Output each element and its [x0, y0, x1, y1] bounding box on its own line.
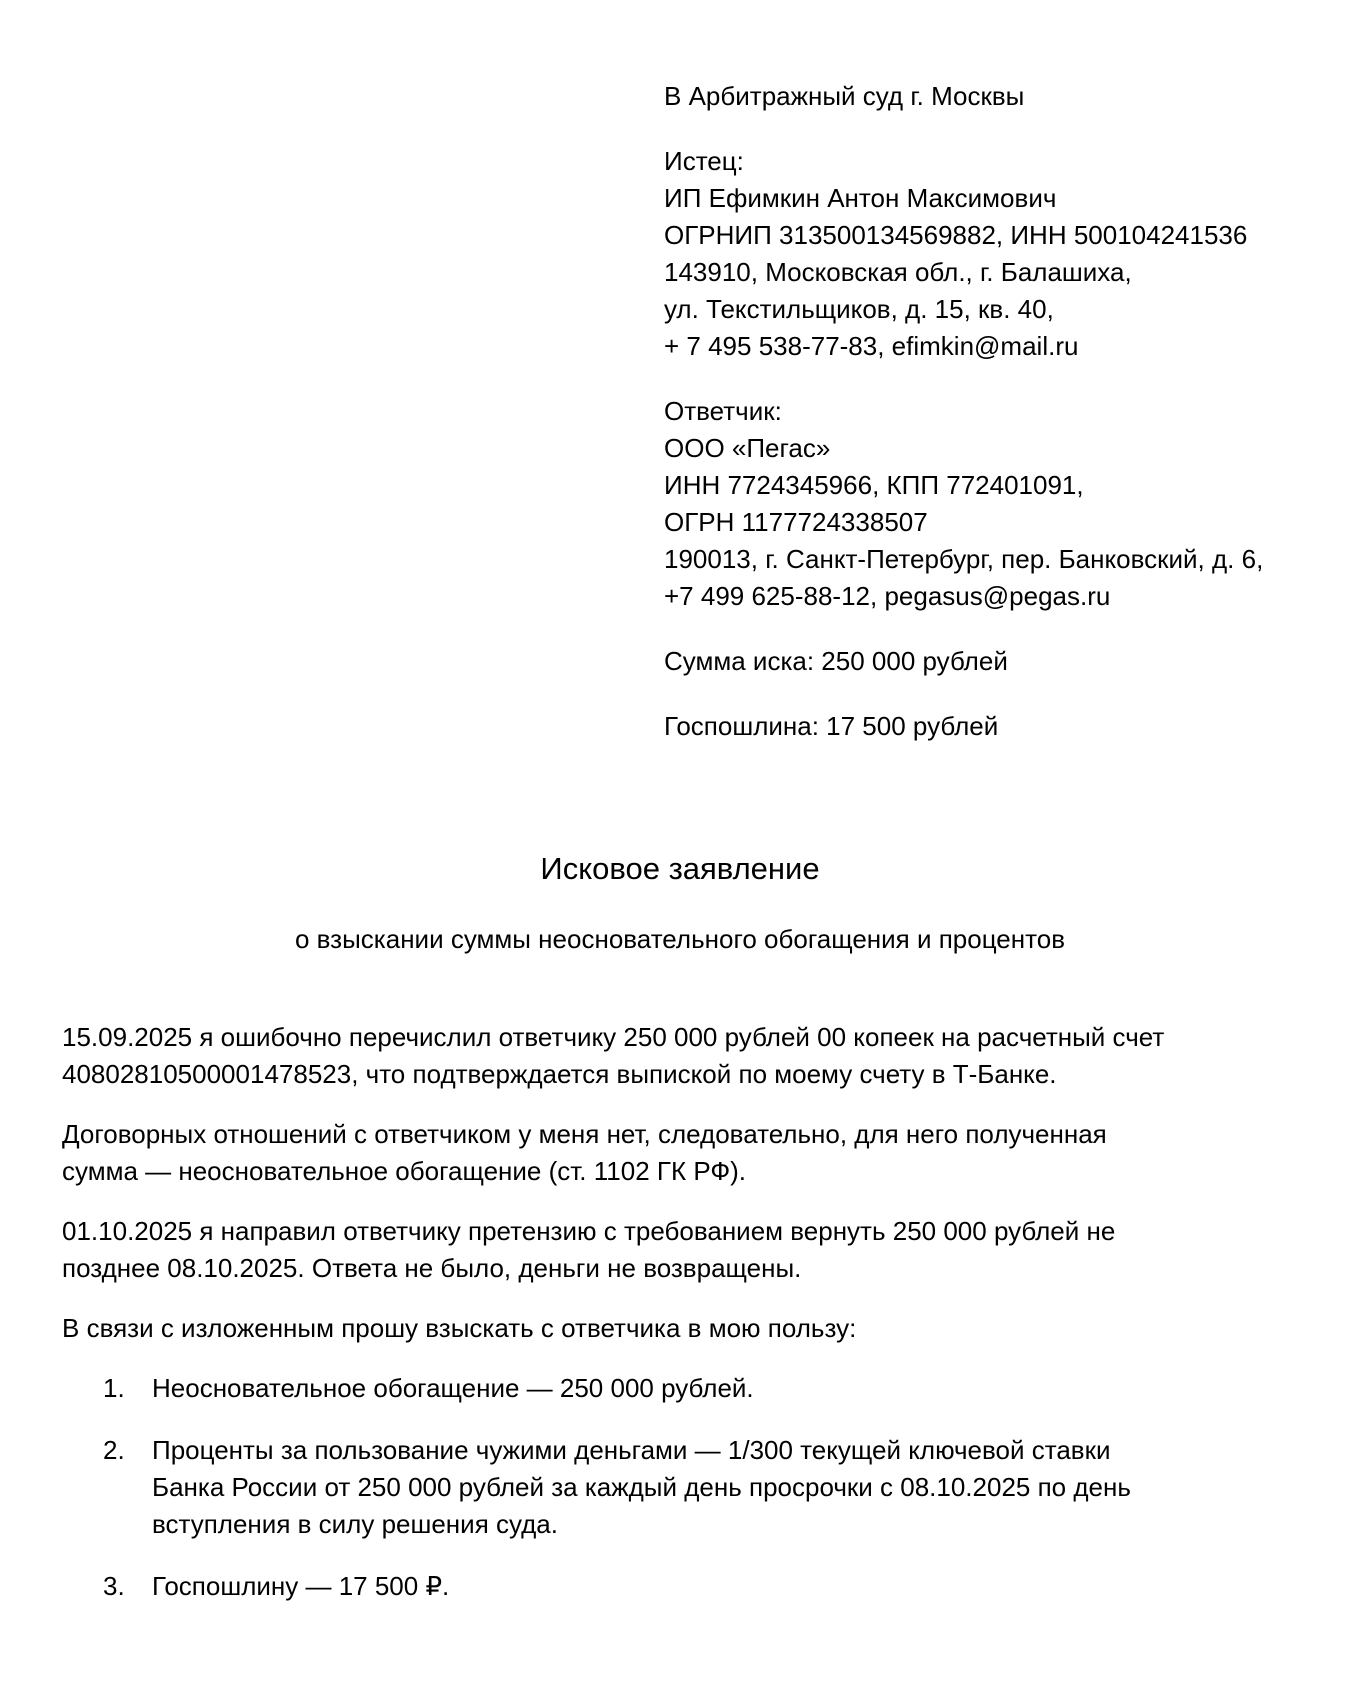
plaintiff-name: ИП Ефимкин Антон Максимович	[664, 183, 1057, 213]
claim-item-enrichment	[62, 1370, 1302, 1407]
paragraph-line: Договорных отношений с ответчиком у меня нет, следовательно, для него полученная	[62, 1119, 1107, 1149]
paragraph-transfer-facts	[62, 1019, 1302, 1093]
defendant-address: 190013, г. Санкт-Петербург, пер. Банковский, д. 6,	[664, 544, 1264, 574]
claim-text	[152, 1432, 1302, 1543]
paragraph-line: сумма — неосновательное обогащение (ст. 1102 ГК РФ).	[62, 1156, 747, 1186]
claim-number: 2.	[103, 1435, 125, 1465]
claims-list	[62, 1370, 1302, 1605]
paragraph-pretension	[62, 1213, 1302, 1287]
claim-number: 3.	[103, 1571, 125, 1601]
claim-amount: Сумма иска: 250 000 рублей	[664, 646, 1008, 676]
document-title: Исковое заявление	[540, 851, 820, 886]
document-header	[664, 0, 1360, 745]
defendant-name: ООО «Пегас»	[664, 433, 831, 463]
claim-line: Неосновательное обогащение — 250 000 рублей.	[152, 1373, 754, 1403]
plaintiff-block	[664, 143, 1360, 365]
plaintiff-address-line-1: 143910, Московская обл., г. Балашиха,	[664, 257, 1132, 287]
paragraph-legal-basis	[62, 1116, 1302, 1190]
claim-line: Госпошлину — 17 500 ₽.	[152, 1571, 450, 1601]
court-name: В Арбитражный суд г. Москвы	[664, 81, 1025, 111]
claim-item-interest	[62, 1432, 1302, 1543]
defendant-ogrn: ОГРН 1177724338507	[664, 507, 928, 537]
claim-line: вступления в силу решения суда.	[152, 1509, 558, 1539]
plaintiff-ogrnip-inn: ОГРНИП 313500134569882, ИНН 500104241536	[664, 220, 1248, 250]
claim-item-state-fee	[62, 1568, 1302, 1605]
defendant-block	[664, 393, 1360, 615]
claim-line: Банка России от 250 000 рублей за каждый день просрочки с 08.10.2025 по день	[152, 1472, 1131, 1502]
paragraph-request-intro	[62, 1310, 1302, 1347]
paragraph-line: В связи с изложенным прошу взыскать с ответчика в мою пользу:	[62, 1313, 857, 1343]
paragraph-line: 15.09.2025 я ошибочно перечислил ответчику 250 000 рублей 00 копеек на расчетный счет	[62, 1022, 1165, 1052]
defendant-contacts: +7 499 625-88-12, pegasus@pegas.ru	[664, 581, 1111, 611]
claim-line: Проценты за пользование чужими деньгами — 1/300 текущей ключевой ставки	[152, 1435, 1111, 1465]
claim-text	[152, 1370, 1302, 1407]
claim-number: 1.	[103, 1373, 125, 1403]
plaintiff-address-line-2: ул. Текстильщиков, д. 15, кв. 40,	[664, 294, 1054, 324]
claim-text	[152, 1568, 1302, 1605]
defendant-label: Ответчик:	[664, 396, 782, 426]
document-subtitle: о взыскании суммы неосновательного обогащения и процентов	[294, 924, 1066, 954]
paragraph-line: позднее 08.10.2025. Ответа не было, деньги не возвращены.	[62, 1253, 802, 1283]
defendant-inn-kpp: ИНН 7724345966, КПП 772401091,	[664, 470, 1084, 500]
paragraph-line: 40802810500001478523, что подтверждается выпиской по моему счету в Т-Банке.	[62, 1059, 1057, 1089]
claim-amount-block	[664, 643, 1360, 680]
document-body	[62, 1019, 1302, 1605]
state-fee-block	[664, 708, 1360, 745]
plaintiff-contacts: + 7 495 538-77-83, efimkin@mail.ru	[664, 331, 1079, 361]
court-block	[664, 78, 1360, 115]
plaintiff-label: Истец:	[664, 146, 744, 176]
paragraph-line: 01.10.2025 я направил ответчику претензию с требованием вернуть 250 000 рублей не	[62, 1216, 1116, 1246]
state-fee: Госпошлина: 17 500 рублей	[664, 711, 999, 741]
